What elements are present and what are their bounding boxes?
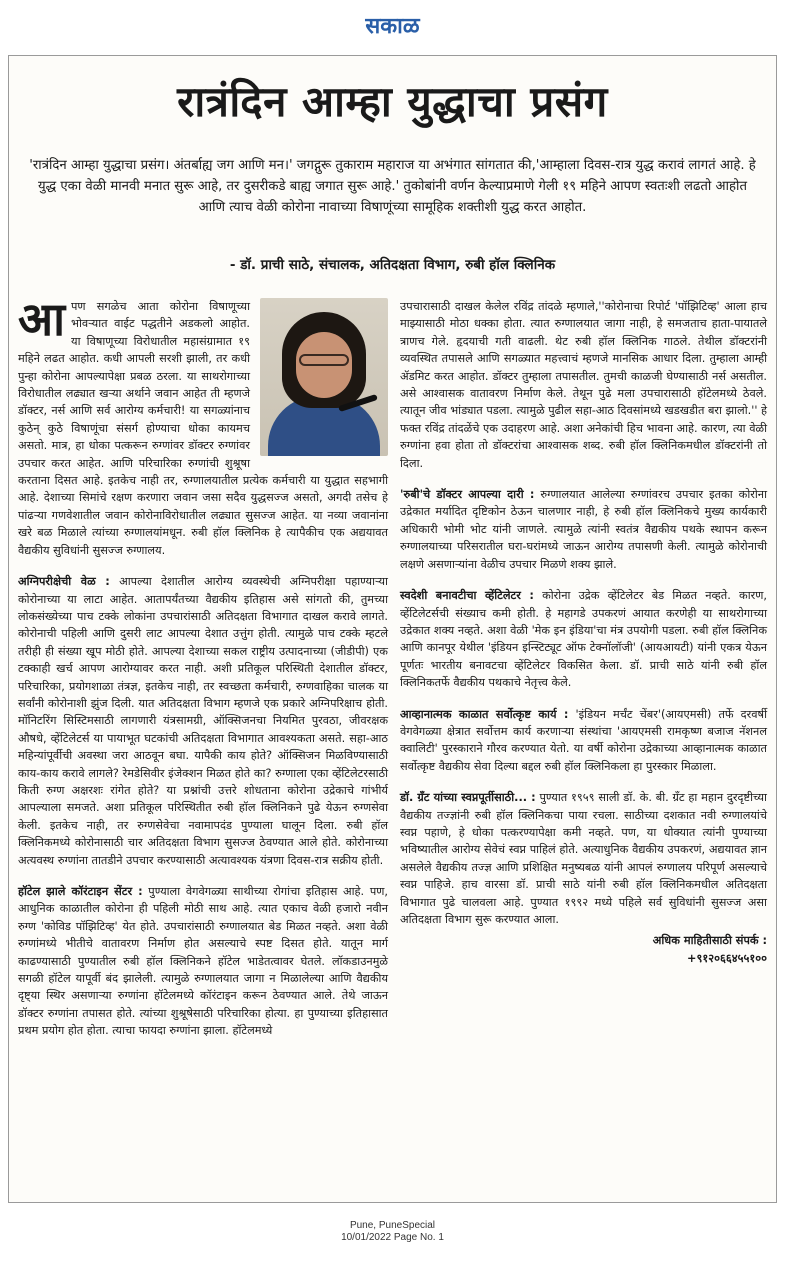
continued-paragraph: उपचारासाठी दाखल केलेल रविंद्र तांदळे म्हणाले,''कोरोनाचा रिपोर्ट 'पॉझिटिव्ह' आला हाच माझ्यासाठी मोठा धक्का होता. त्यात रुग्णालयात जागा नाही, हे समजताच हाता-पायातले त्राणच गेले. हृदयाची गती वाढली. थेट रुबी हॉल क्लिनिक गाठले. तेथील डॉक्टरांनी व्यवस्थित तपासले आणि सगळ्यात महत्त्वाचं म्हणजे मानसिक आधार दिला. तुम्हाला आम्ही ॲडमिट करत आहोत. डॉक्टर तुम्हाला तपासतील. तुमची काळजी घेण्यासाठी नर्स असतील. असे आश्वासक वातावरण निर्माण केले. तेथून पुढे मला उपचारासाठी हॉटेलमध्ये ठेवले. त्यातून जीव भांड्यात पडला. त्यामुळे पुढील सहा-आठ दिवसांमध्ये खडखडीत बरा झालो.'' हे फक्त रविंद्र तांदळेंचे एक उदाहरण आहे. अशा अनेकांची हिच भावना आहे. कारण, त्या वेळी रुग्णांना हवा होता तो डॉक्टरांचा आश्वासक शब्द. रुबी हॉल क्लिनिकमधील डॉक्टरांनी तो दिला. (400, 300, 768, 470)
section-body: रुग्णालयात आलेल्या रुग्णांवरच उपचार इतका कोरोना उद्रेकात मर्यादित दृष्टिकोन ठेऊन चालणार नाही, हे रुबी हॉल क्लिनिकचे मुख्य कार्यकारी अधिकारी भोमी भोट यांनी जाणले. त्यामुळे त्यांनी स्वतंत्र वैद्यकीय पथके स्थापन करून रुग्णालयाच्या परिसरातील घरा-घरांमध्ये जाऊन आरोग्य तपासणी केली. त्यामुळे कोरोनाची लक्षणे असणाऱ्यांना वेळीच उपचार मिळणे शक्य झाले. (400, 488, 768, 571)
article-byline: - डॉ. प्राची साठे, संचालक, अतिदक्षता विभाग, रुबी हॉल क्लिनिक (229, 257, 556, 273)
section-hotel-quarantine (18, 883, 388, 1040)
section-dr-grant (400, 789, 767, 928)
left-top-wrap (18, 292, 388, 559)
section-title: अग्निपरीक्षेची वेळ : (18, 575, 110, 589)
article-headline: रात्रंदिन आम्हा युद्धाचा प्रसंग (177, 77, 608, 126)
section-title: स्वदेशी बनावटीचा व्हेंटिलेटर : (400, 589, 534, 603)
section-body: 'इंडियन मर्चंट चेंबर'(आयएमसी) तर्फे दरवर्षी वेगवेगळ्या क्षेत्रात सर्वोत्तम कार्य करणाऱ्या संस्थांचा 'आयएमसी रामकृष्ण बजाज नॅशनल क्वालिटी' पुरस्काराने गौरव करण्यात येतो. या वर्षी कोरोना उद्रेकाच्या आव्हानात्मक काळात सर्वोत्कृष्ट वैद्यकीय सेवा दिल्या बद्दल रुबी हॉल क्लिनिकला हा पुरस्कार मिळाला. (400, 707, 768, 773)
section-body: पुण्याला वेगवेगळ्या साथीच्या रोगांचा इतिहास आहे. पण, आधुनिक काळातील कोरोना ही पहिली मोठी साथ आहे. त्यात एकाच वेळी हजारो नवीन रुग्ण 'कोविड पॉझिटिव्ह' येत होते. उपचारांसाठी रुग्णालयात बेड मिळत नव्हते. अशा वेळी रुग्णांमध्ये भीतीचे वातावरण निर्माण होत असल्याचे स्पष्ट दिसत होते. यातून मार्ग काढण्यासाठी पुण्यातील रुबी हॉल क्लिनिकने हॉटेल भाडेतत्वावर घेतले. लॉकडाउनमुळे सगळी हॉटेल यापूर्वी बंद झालेली. त्यामुळे रुग्णालयात जागा न मिळालेल्या आणि वैद्यकीय दृष्ट्या स्थिर असणाऱ्या रुग्णांना हॉटेलमध्ये कॉरंटाइन करून ठेवण्यात आले. तेथे जाऊन डॉक्टर रुग्णांना तपासत होते. त्यांच्या शुश्रूषेसाठी परिचारिका होत्या. हा पुण्याच्या इतिहासात प्रथम प्रयोग होत होता. त्याचा फायदा रुग्णांना झाला. हॉटेलमध्ये (18, 885, 389, 1038)
section-body: कोरोना उद्रेक व्हेंटिलेटर बेड मिळत नव्हते. कारण, व्हेंटिलेटर्सची संख्याच कमी होती. हे महागडे उपकरणं आयात करणेही या साथरोगाच्या उद्रेकात शक्य नव्हते. अशा वेळी 'मेक इन इंडिया'चा मंत्र उपयोगी पडला. रुबी हॉल क्लिनिक आणि कानपूर येथील 'इंडियन इन्स्टिट्यूट ऑफ टेक्नॉलॉजी' (आयआयटी) यांनी एकत्र येऊन पूर्णतः भारतीय बनावटचा व्हेंटिलेटर विकसित केला. डॉ. प्राची साठे यांनी रुबी हॉल क्लिनिकतर्फे वैद्यकीय पथकाचे नेतृत्त्व केले. (400, 589, 767, 690)
section-title: 'रुबी'चे डॉक्टर आपल्या दारी : (400, 488, 535, 502)
footer-edition: Pune, PuneSpecial (349, 1220, 436, 1231)
section-title: डॉ. ग्रँट यांच्या स्वप्नपूर्तीसाठी... : (400, 791, 536, 805)
article-intro: 'रात्रंदिन आम्हा युद्धाचा प्रसंग। अंतर्बाह्य जग आणि मन।' जगद्गुरू तुकाराम महाराज या अभंगात सांगतात की,'आम्हाला दिवस-रात्र युद्ध करावं लागतं आहे. हे युद्ध एका वेळी मानवी मनात सुरू आहे, तर दुसरीकडे बाह्य जगात सुरू आहे.' तुकोबांनी वर्णन केल्याप्रमाणे गेली १९ महिने आपण स्वतःशी लढतो आहोत आणि त्याच वेळी कोरोना नावाच्या विषाणूंच्या सामूहिक शक्तीशी युद्ध करत आहोत. (29, 158, 756, 215)
section-agnipariksha (18, 573, 388, 869)
section-swadeshi-ventilator (400, 587, 767, 691)
masthead-logo: सकाळ (365, 13, 420, 39)
section-title: आव्हानात्मक काळात सर्वोत्कृष्ट कार्य : (400, 707, 569, 721)
page-footer (0, 1220, 785, 1244)
section-doctors-at-door (400, 486, 767, 573)
contact-label: अधिक माहितीसाठी संपर्क : (652, 934, 767, 948)
section-best-work (400, 706, 767, 776)
right-column (400, 298, 767, 967)
section-title: हॉटेल झाले कॉरंटाइन सेंटर : (18, 885, 143, 898)
contact-number: +९१२०६६४५५१०० (687, 951, 767, 965)
opening-text: पण सगळेच आता कोरोना विषाणूच्या भोवऱ्यात वाईट पद्धतीने अडकलो आहोत. या विषाणूच्या विरोधातील महासंग्रामात १९ महिने लढत आहोत. कधी आपली सरशी झाली, तर कधी पुन्हा कोरोना आपल्यापेक्षा प्रबळ ठरला. या साथरोगाच्या विरोधातील लढ्यात खऱ्या अर्थाने जवान आहेत ती म्हणजे डॉक्टर, नर्स आणि सर्व आरोग्य कर्मचारी! या सगळ्यांनाच कुठेन् कुठे विषाणूंचा संसर्ग होण्याचा धोका कायमच असतो. मात्र, हा धोका पत्करून रुग्णांवर डॉक्टर रुग्णांवर उपचार करत आहेत. आणि परिचारिका रुग्णांची शुश्रूषा करताना दिसत आहे. इतकेच नाही तर, रुग्णालयातील प्रत्येक कर्मचारी या युद्धात सहभागी आहे. देशाच्या सिमांचे रक्षण करणारा जवान जसा सदैव युद्धसज्ज असतो, अगदी तसेच हे पांढऱ्या गणवेशातील जवान कोरोनाविरोधातील लढ्यात सुसज्ज आहेत. या नव्या जवानांना खरे बळ मिळाले त्यांच्या रुग्णालयांमधून. रुबी हॉल क्लिनिक हे त्यापैकीच एक अद्ययावत वैद्यकीय सुविधांनी सुसज्ज रुग्णालय. (18, 300, 388, 557)
footer-date-page: 10/01/2022 Page No. 1 (341, 1232, 444, 1243)
author-portrait-icon (260, 298, 388, 456)
section-body: आपल्या देशातील आरोग्य व्यवस्थेची अग्निपरीक्षा पहाण्याऱ्या कोरोनाच्या या लाटा आहेत. आतापर्यंतच्या वैद्यकीय इतिहास असे सांगतो की, तुमच्या लोकसंख्येच्या पाच टक्के लोकांना उपचारांसाठी अतिदक्षता विभागात दाखल करावे लागते. कोरोनाची पहिली आणि दुसरी लाट आपल्या देशात उत्तुंग होती. त्यामुळे पाच टक्के म्हटले तरीही ही संख्या खूप मोठी होते. आपल्या देशाच्या सकल राष्ट्रीय उत्पादनाच्या (जीडीपी) एक टक्काही खर्च आपण आरोग्यावर करत नाही. अशी प्रतिकूल परिस्थिती देशातील डॉक्टर, परिचारिका, प्रयोगशाळा तंत्रज्ञ, इतकेच नाही, तर स्वच्छता कर्मचारी, रुग्णवाहिका चालक या सर्वांनी कोरोनाशी झुंज दिली. यात अतिदक्षता विभाग म्हणजे एक प्रकारे अग्निपरिक्षाच होती. मॉनिटरिंग सिस्टिमसाठी लागणारी यंत्रसामग्री, ऑक्सिजनचा नियमित पुरवठा, जीवरक्षक औषधे, व्हेंटिलेटर्स या पायाभूत घटकांची अतिदक्षता विभागात आवश्यकता असते. सहा-आठ महिन्यांपूर्वीची अवस्था जरा आठवून बघा. यापैकी काय होते? ऑक्सिजन मिळविण्यासाठी काय-काय करावे लागले? रेमडेसिवीर इंजेक्शन मिळत होते का? रुग्णाला एका व्हेंटिलेटरसाठी किती रुग्ण अक्षरशः रांगेत होते? या प्रश्नांची उत्तरे शोधताना कोरोना उद्रेकाचे गांभीर्य आपल्याला समजते. अशा प्रतिकूल परिस्थितीत रुबी हॉल क्लिनिकने पुढे येऊन रुग्णसेवा केली. इतकेच नाही, तर रुग्णसेवेचा नवामापदंड पुण्याला घालून दिला. रुबी हॉल क्लिनिकमध्ये कोरोनासाठी चार अतिदक्षता विभाग सुसज्ज ठेवण्यात आले होते. कोरोनाच्या अत्यवस्थ रुग्णांना तातडीने उपचार करण्यासाठी अत्यावश्यक यंत्रणा दिवस-रात्र सक्रीय होती. (18, 575, 388, 867)
left-column (18, 292, 389, 1040)
drop-cap: आ (18, 292, 66, 346)
section-body: पुण्यात १९५९ साली डॉ. के. बी. ग्रँट हा महान दुरदृष्टीच्या वैद्यकीय तज्ज्ञांनी रुबी हॉल क्लिनिकचा पाया रचला. साठीच्या दशकात नवी रुग्णालयांचे स्वप्न पहाणे, हे धोका पत्करण्यापेक्षा कमी नव्हते. पण, या धोक्यात त्यांनी पुण्याच्या भविष्यातील आरोग्य सेवेचं स्वप्न पाहिलं होते. अत्याधुनिक वैद्यकीय उपकरणं, अद्ययावत ज्ञान असलेले वैद्यकीय तज्ज्ञ आणि प्रशिक्षित मनुष्यबळ यांनी आपलं रुग्णालय परिपूर्ण असल्याचे स्वप्न पाहिजे. हाच वारसा डॉ. प्राची साठे यांनी रुबी हॉल क्लिनिकमधील अतिदक्षता विभागात पुढे चालवला आहे. पुण्यात १९९२ मध्ये पहिले सर्व सुविधांनी सुसज्ज असा अतिदक्षता विभाग सुरू करण्यात आला. (400, 791, 767, 926)
